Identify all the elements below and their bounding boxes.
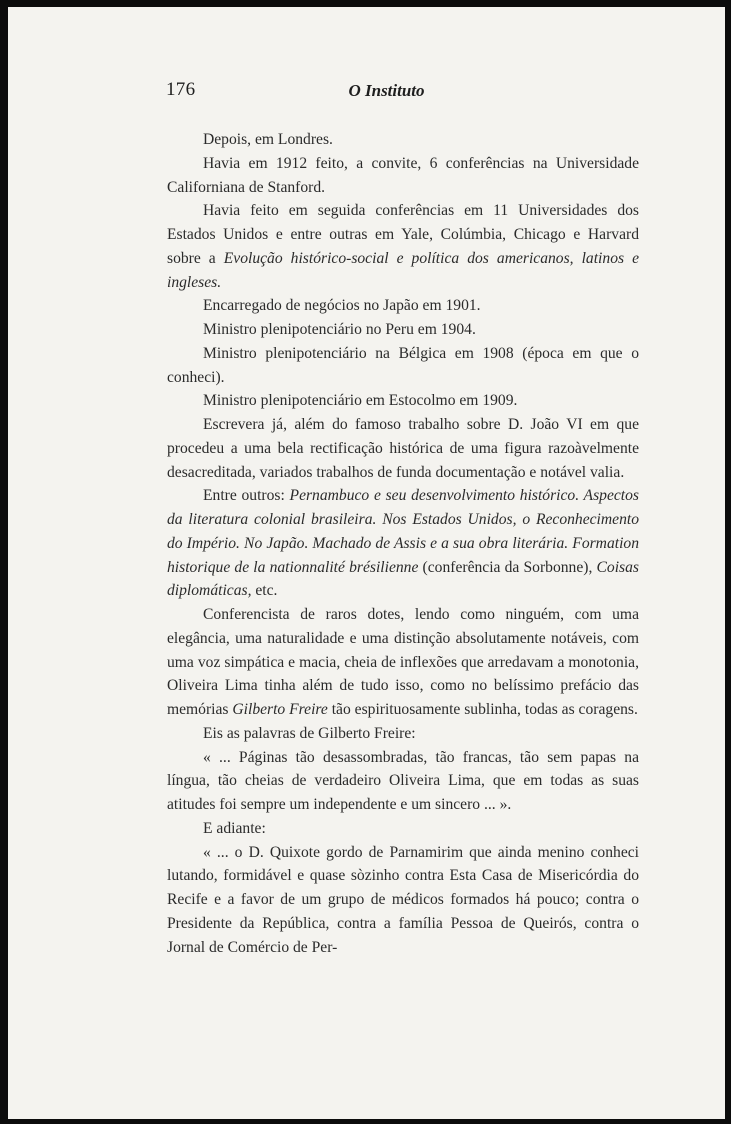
text-run: Ministro plenipotenciário em Estocolmo em 1909. [203,392,518,410]
paragraph [167,603,639,722]
text-run: (conferência da Sorbonne), [418,558,597,576]
italic-title-run: Gilberto Freire [232,701,328,718]
page-header [8,79,725,103]
text-run: Encarregado de negócios no Japão em 1901. [203,297,481,315]
paragraph [167,389,639,413]
running-title: O Instituto [348,81,425,100]
paragraph [167,484,639,603]
paragraph [167,294,639,318]
paragraph [167,413,639,484]
paragraph [167,342,639,390]
page-number: 176 [166,79,196,100]
text-run: etc. [251,582,278,600]
text-run: Havia em 1912 feito, a convite, 6 conferências na Universidade Californiana de Stanford. [167,154,639,196]
body-text [167,128,639,959]
paragraph [167,128,639,152]
paragraph [167,722,639,746]
paragraph [167,199,639,294]
italic-title-run: Evolução histórico-social e política dos americanos, latinos e ingleses. [167,249,640,291]
text-run: tão espirituosamente sublinha, todas as coragens. [327,701,638,718]
paragraph [167,318,639,342]
text-run: « ... Páginas tão desassombradas, tão francas, tão sem papas na língua, tão cheias de verdadeiro Oliveira Lima, que em todas as suas atitudes foi sempre um independente e um sincero ... ». [167,748,639,813]
text-run: Ministro plenipotenciário na Bélgica em 1908 (época em que o conheci). [167,344,639,386]
paragraph [167,152,639,200]
text-run: Eis as palavras de Gilberto Freire: [203,724,416,742]
italic-title-run: Coisas diplomáticas, [167,558,639,600]
text-run: Depois, em Londres. [203,131,333,148]
book-page [8,7,725,1119]
text-run: Conferencista de raros dotes, lendo como ninguém, com uma elegância, uma naturalidade e uma distinção absolutamente notáveis, com uma voz simpática e macia, cheia de inflexões que arredavam a monotonia, Oliveira Lima tinha além de tudo isso, como no belíssimo prefácio das memórias [167,606,639,718]
paragraph [167,841,639,960]
paragraph [167,817,639,841]
text-run: Havia feito em seguida conferências em 11 Universidades dos Estados Unidos e entre outras em Yale, Colúmbia, Chicago e Harvard sobre a [167,202,639,267]
text-run: E adiante: [203,819,266,837]
text-run: Ministro plenipotenciário no Peru em 1904. [203,321,476,338]
text-run: « ... o D. Quixote gordo de Parnamirim que ainda menino conheci lutando, formidável e quase sòzinho contra Esta Casa de Misericórdia do Recife e a favor de um grupo de médicos formados há pouco; contra o Presidente da República, contra a família Pessoa de Queirós, contra o Jornal de Comércio de Per- [167,843,639,956]
paragraph [167,746,639,817]
text-run: Entre outros: [203,487,290,505]
italic-title-run: Pernambuco e seu desenvolvimento histórico. Aspectos da literatura colonial brasileira. Nos Estados Unidos, o Reconhecimento do Império. No Japão. Machado de Assis e a sua obra literária. Formation historique de la nationnalité brésilienne [167,487,639,576]
text-run: Escrevera já, além do famoso trabalho sobre D. João VI em que procedeu a uma bela rectificação histórica de uma figura razoàvelmente desacreditada, variados trabalhos de funda documentação e notável valia. [167,416,639,481]
